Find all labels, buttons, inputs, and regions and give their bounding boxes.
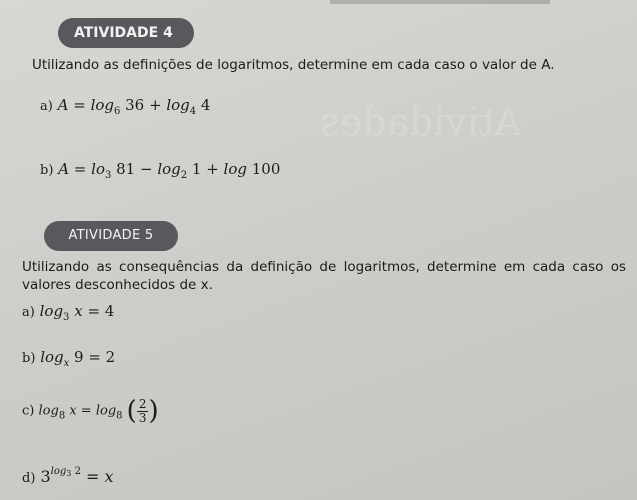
atividade-5-item-a: a) $\log_3 x = 4$: [22, 302, 115, 323]
atividade-5-item-b: b) $\log_x 9 = 2$: [22, 348, 116, 369]
atividade-5-item-c: c) $\log_8 x = \log_8$ ( $\frac{2}{3}$): [22, 396, 159, 426]
atividade-4-badge: ATIVIDADE 4: [58, 18, 194, 48]
bleed-through-text: Atividades: [320, 100, 522, 144]
fraction-two-thirds: $\frac{2}{3}$: [138, 396, 147, 425]
atividade-4-item-b: b) $A = lo_3$ $81 - \log_2 1 + \log 100$: [40, 160, 281, 181]
atividade-4-item-a: a) $A = \log_6 36 + \log_4 4$: [40, 96, 211, 117]
page-top-edge: [330, 0, 550, 4]
atividade-5-item-d: d) $3^{log_3 2} = x$: [22, 466, 114, 486]
atividade-5-instruction: Utilizando as consequências da definição de logaritmos, determine em cada caso os valores desconhecidos de x.: [22, 259, 626, 293]
atividade-4-instruction: Utilizando as definições de logaritmos, determine em cada caso o valor de A.: [32, 57, 555, 73]
atividade-5-badge: ATIVIDADE 5: [44, 221, 178, 251]
